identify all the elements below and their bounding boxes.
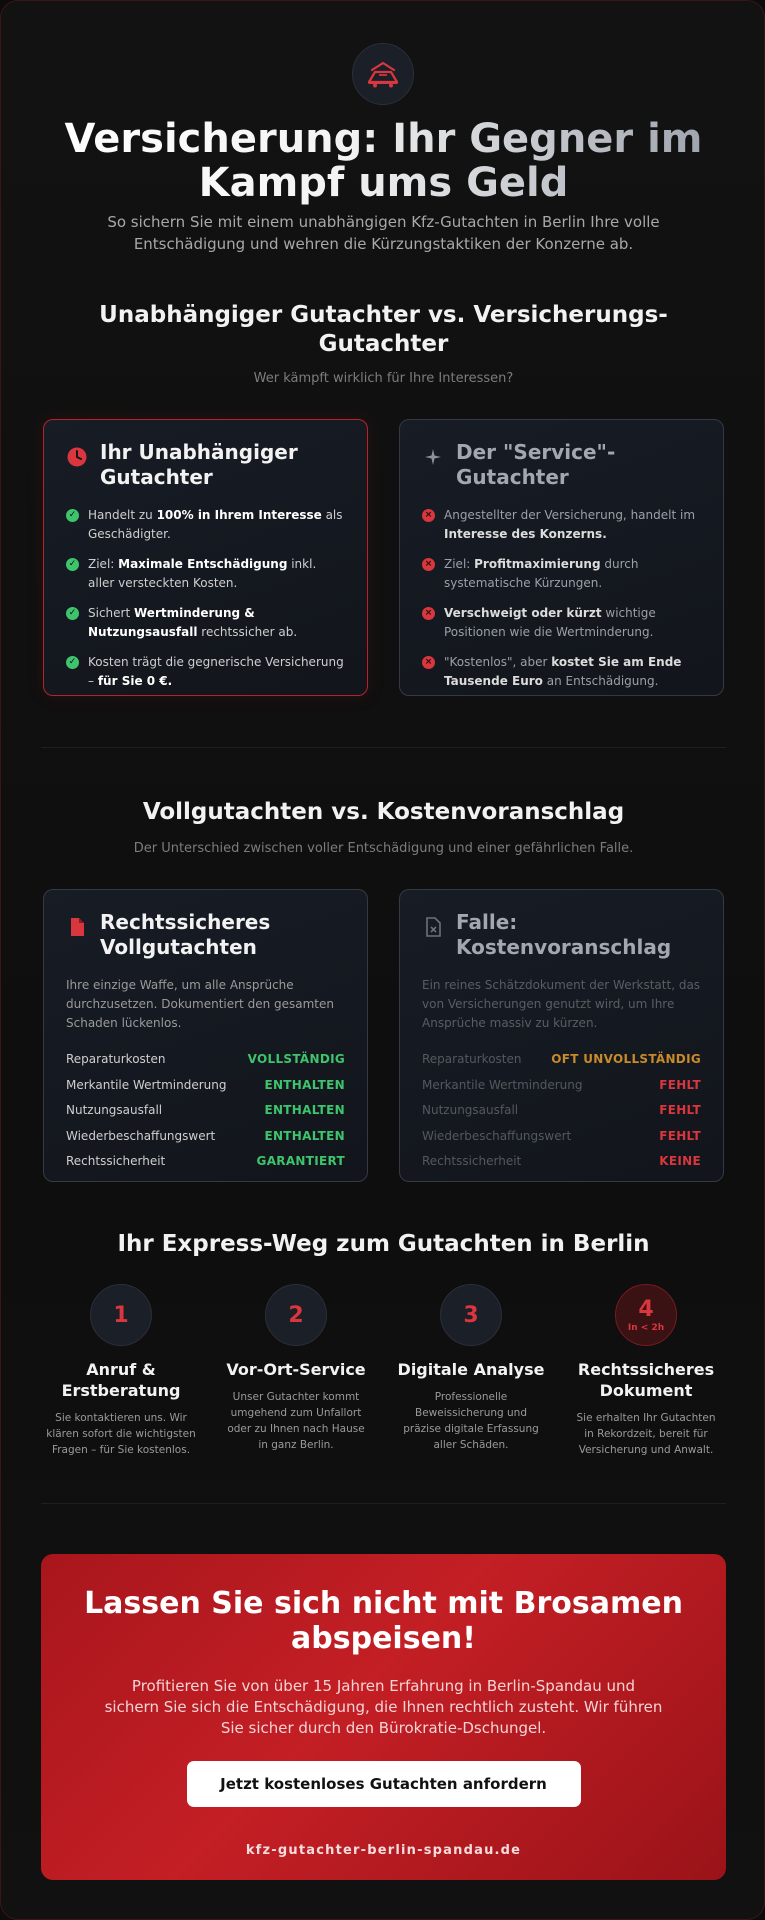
list-item: ✓ Sichert Wertminderung & Nutzungsausfall rechtssicher ab. — [66, 604, 345, 642]
gauge-icon — [66, 446, 88, 468]
step-number-badge: 2 — [265, 1284, 327, 1346]
list-item: × Angestellter der Versicherung, handelt im Interesse des Konzerns. — [422, 506, 701, 544]
cross-icon: × — [422, 656, 435, 669]
step-number-badge: 1 — [90, 1284, 152, 1346]
divider — [41, 1503, 726, 1504]
table-row: Nutzungsausfall FEHLT — [422, 1103, 701, 1117]
full-report-card — [43, 889, 368, 1182]
request-appraisal-button[interactable]: Jetzt kostenloses Gutachten anfordern — [187, 1761, 581, 1807]
step-3 — [396, 1284, 546, 1453]
service-drawbacks-list — [422, 506, 701, 691]
step-title: Digitale Analyse — [397, 1360, 545, 1379]
page-subtitle: So sichern Sie mit einem unabhängigen Kfz-Gutachten in Berlin Ihre volle Entschädigung und wehren die Kürzungstaktiken der Konzerne ab. — [107, 213, 660, 253]
section-title-steps: Ihr Express-Weg zum Gutachten in Berlin — [117, 1231, 650, 1257]
file-x-icon — [422, 916, 444, 938]
independent-appraiser-card — [43, 419, 368, 696]
table-row: Reparaturkosten VOLLSTÄNDIG — [66, 1052, 345, 1066]
step-text: Sie erhalten Ihr Gutachten in Rekordzeit, bereit für Versicherung und Anwalt. — [576, 1412, 716, 1456]
list-item: × Ziel: Profitmaximierung durch systematische Kürzungen. — [422, 555, 701, 593]
section-title-comparison: Unabhängiger Gutachter vs. Versicherungs-Gutachter — [99, 302, 668, 357]
cost-estimate-description: Ein reines Schätzdokument der Werkstatt, das von Versicherungen genutzt wird, um Ihre Ansprüche massiv zu kürzen. — [422, 978, 701, 1030]
independent-benefits-list — [66, 506, 345, 691]
table-row: Reparaturkosten OFT UNVOLLSTÄNDIG — [422, 1052, 701, 1066]
table-row: Rechtssicherheit KEINE — [422, 1154, 701, 1168]
list-item: × Verschweigt oder kürzt wichtige Positionen wie die Wertminderung. — [422, 604, 701, 642]
sparkle-icon — [422, 446, 444, 468]
list-item: ✓ Handelt zu 100% in Ihrem Interesse als Geschädigter. — [66, 506, 345, 544]
check-icon: ✓ — [66, 509, 79, 522]
section-subtitle-comparison: Wer kämpft wirklich für Ihre Interessen? — [253, 371, 514, 386]
cost-estimate-card — [399, 889, 724, 1182]
call-to-action-banner — [41, 1554, 726, 1880]
express-time-badge: In < 2h — [627, 1323, 665, 1333]
step-1 — [46, 1284, 196, 1458]
cross-icon: × — [422, 607, 435, 620]
cta-text: Profitieren Sie von über 15 Jahren Erfahrung in Berlin-Spandau und sichern Sie sich die Entschädigung, die Ihnen rechtlich zusteht. Wir führen Sie sicher durch den Bürokratie-Dschungel. — [104, 1677, 663, 1737]
step-title: Rechtssicheres Dokument — [577, 1360, 715, 1400]
step-title: Vor-Ort-Service — [226, 1360, 366, 1379]
step-4 — [571, 1284, 721, 1458]
step-title: Anruf & Erstberatung — [61, 1360, 181, 1400]
check-icon: ✓ — [66, 607, 79, 620]
list-item: × "Kostenlos", aber kostet Sie am Ende Tausende Euro an Entschädigung. — [422, 653, 701, 691]
cost-estimate-title: Falle: Kostenvoranschlag — [456, 910, 672, 959]
divider — [41, 747, 726, 748]
full-report-description: Ihre einzige Waffe, um alle Ansprüche durchzusetzen. Dokumentiert den gesamten Schaden lückenlos. — [66, 978, 334, 1030]
service-card-title: Der "Service"-Gutachter — [456, 440, 616, 489]
table-row: Rechtssicherheit GARANTIERT — [66, 1154, 345, 1168]
check-icon: ✓ — [66, 558, 79, 571]
table-row: Merkantile Wertminderung ENTHALTEN — [66, 1077, 345, 1092]
car-crash-icon — [352, 43, 414, 105]
step-text: Professionelle Beweissicherung und präzise digitale Erfassung aller Schäden. — [403, 1391, 539, 1451]
check-icon: ✓ — [66, 656, 79, 669]
table-row: Merkantile Wertminderung FEHLT — [422, 1077, 701, 1092]
website-link[interactable]: kfz-gutachter-berlin-spandau.de — [245, 1843, 522, 1858]
service-appraiser-card — [399, 419, 724, 696]
page-title: Versicherung: Ihr Gegner im Kampf ums Geld — [41, 117, 726, 205]
list-item: ✓ Kosten trägt die gegnerische Versicherung – für Sie 0 €. — [66, 653, 345, 691]
section-subtitle-documents: Der Unterschied zwischen voller Entschädigung und einer gefährlichen Falle. — [133, 841, 634, 856]
step-text: Sie kontaktieren uns. Wir klären sofort die wichtigsten Fragen – für Sie kostenlos. — [46, 1412, 196, 1456]
table-row: Wiederbeschaffungswert ENTHALTEN — [66, 1128, 345, 1143]
list-item: ✓ Ziel: Maximale Entschädigung inkl. aller versteckten Kosten. — [66, 555, 345, 593]
full-report-title: Rechtssicheres Vollgutachten — [100, 910, 271, 959]
step-2 — [221, 1284, 371, 1453]
independent-card-title: Ihr Unabhängiger Gutachter — [100, 440, 298, 489]
step-number-badge: 4 In < 2h — [615, 1284, 677, 1346]
step-number-badge: 3 — [440, 1284, 502, 1346]
section-title-documents: Vollgutachten vs. Kostenvoranschlag — [142, 799, 625, 825]
document-icon — [66, 916, 88, 938]
step-text: Unser Gutachter kommt umgehend zum Unfallort oder zu Ihnen nach Hause in ganz Berlin. — [227, 1391, 365, 1451]
cross-icon: × — [422, 558, 435, 571]
table-row: Wiederbeschaffungswert FEHLT — [422, 1128, 701, 1143]
cta-title: Lassen Sie sich nicht mit Brosamen abspeisen! — [84, 1586, 683, 1656]
table-row: Nutzungsausfall ENTHALTEN — [66, 1103, 345, 1117]
cross-icon: × — [422, 509, 435, 522]
